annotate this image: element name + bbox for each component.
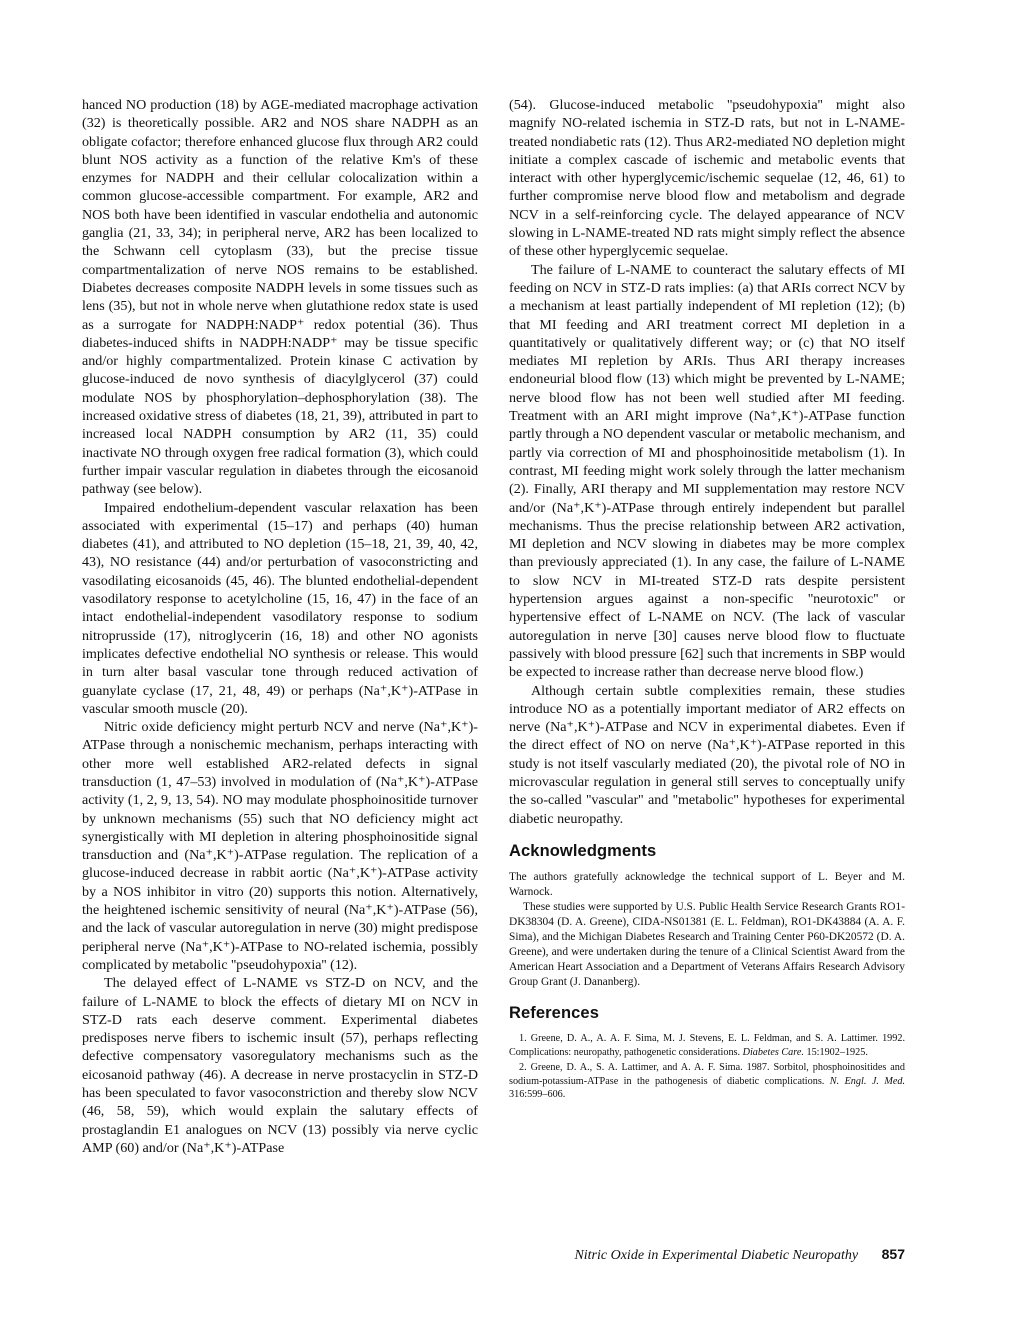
references-heading: References bbox=[509, 1004, 599, 1023]
acknowledgments-section bbox=[509, 870, 905, 990]
reference-list bbox=[509, 1032, 905, 1101]
acknowledgments-heading: Acknowledgments bbox=[509, 841, 657, 860]
funding-text: These studies were supported by U.S. Public Health Service Research Grants RO1-DK38304 (D. A. Greene), CIDA-NS01381 (E. L. Feldman), RO1-DK43884 (A. A. F. Sima), and the Michigan Diabetes Research and Training Center P60-DK20572 (D. A. Greene), and were undertaken during the tenure of a Clinical Scientist Award from the American Heart Association and a Department of Veterans Affairs Research Advisory Group Grant (J. Dananberg). bbox=[509, 901, 905, 989]
paragraph: The failure of L-NAME to counteract the salutary effects of MI feeding on NCV in STZ-D rats implies: (a) that ARIs correct NCV by a mechanism at least partially independent of MI repletion (12); (b) that MI feeding and ARI treatment correct MI depletion in a quantitatively or qualitatively different way; or (c) that NO itself mediates MI repletion by ARIs. Thus ARI therapy increases endoneurial blood flow (13) which might be prevented by L-NAME; nerve blood flow has not been well studied after MI feeding. Treatment with an ARI might improve (Na⁺,K⁺)-ATPase function partly through a NO dependent vascular or metabolic mechanism, and partly via correction of MI and phosphoinositide metabolism (1). In contrast, MI feeding might work solely through the latter mechanism (2). Finally, ARI therapy and MI supplementation may restore NCV and/or (Na⁺,K⁺)-ATPase through entirely independent but parallel mechanisms. Thus the precise relationship between AR2 activation, MI depletion and NCV slowing in diabetes may be more complex than previously appreciated (1). In any case, the failure of L-NAME to slow NCV in MI-treated STZ-D rats despite persistent hypertension argues against a non-specific ''neurotoxic'' or hypertensive effect of L-NAME on NCV. (The lack of vascular autoregulation in nerve [30] causes nerve blood flow to fluctuate passively with blood pressure [62] such that increments in SBP would be expected to increase rather than decrease nerve blood flow.) bbox=[509, 261, 905, 681]
paragraph: Impaired endothelium-dependent vascular relaxation has been associated with experimental (15–17) and perhaps (40) human diabetes (41), and attributed to NO depletion (15–18, 21, 39, 40, 42, 43), NO resistance (44) and/or perturbation of vasoconstricting and vasodilating eicosanoids (45, 46). The blunted endothelial-dependent vasodilatory response to acetylcholine (15, 16, 47) in the face of an intact endothelial-independent vasodilatory response to sodium nitroprusside (17), nitroglycerin (16, 18) and other NO agonists implicates defective endothelial NO synthesis or release. This would in turn alter basal vascular tone through reduced activation of guanylate cyclase (17, 21, 48, 49) or perhaps (Na⁺,K⁺)-ATPase in vascular smooth muscle (20). bbox=[82, 499, 478, 717]
reference-item: 2. Greene, D. A., S. A. Lattimer, and A. A. F. Sima. 1987. Sorbitol, phosphoinositides and sodium-potassium-ATPase in the pathogenesis of diabetic complications. N. Engl. J. Med. 316:599–606. bbox=[509, 1062, 905, 1101]
right-column bbox=[509, 96, 905, 1104]
reference-item: 1. Greene, D. A., A. A. F. Sima, M. J. Stevens, E. L. Feldman, and S. A. Lattimer. 1992. Complications: neuropathy, pathogenetic considerations. Diabetes Care. 15:1902–1925. bbox=[509, 1033, 905, 1058]
acknowledgment-text: The authors gratefully acknowledge the technical support of L. Beyer and M. Warnock. bbox=[509, 871, 905, 899]
running-title: Nitric Oxide in Experimental Diabetic Neuropathy bbox=[574, 1248, 859, 1263]
paragraph: Nitric oxide deficiency might perturb NCV and nerve (Na⁺,K⁺)-ATPase through a nonischemic mechanism, perhaps interacting with other more well established AR2-related defects in signal transduction (1, 47–53) involved in modulation of (Na⁺,K⁺)-ATPase activity (1, 2, 9, 13, 54). NO may modulate phosphoinositide turnover by unknown mechanisms (55) such that NO deficiency might act synergistically with MI depletion in altering phosphoinositide signal transduction and (Na⁺,K⁺)-ATPase regulation. The replication of a glucose-induced decrease in rabbit aortic (Na⁺,K⁺)-ATPase activity by a NOS inhibitor in vitro (20) supports this notion. Alternatively, the heightened ischemic sensitivity of neural (Na⁺,K⁺)-ATPase (56), and the lack of vascular autoregulation in nerve (30) might predispose peripheral nerve (Na⁺,K⁺)-ATPase to NO-related ischemia, possibly complicated by metabolic ''pseudohypoxia'' (12). bbox=[82, 719, 478, 973]
paragraph: The delayed effect of L-NAME vs STZ-D on NCV, and the failure of L-NAME to block the effects of dietary MI on NCV in STZ-D rats each deserve comment. Experimental diabetes predisposes nerve fibers to ischemic insult (57), perhaps reflecting defective compensatory vasoregulatory mechanisms such as the eicosanoid pathway (46). A decrease in nerve prostacyclin in STZ-D has been speculated to favor vasoconstriction and thereby slow NCV (46, 58, 59), which would explain the salutary effects of prostaglandin E1 analogues on NCV (13) possibly via nerve cyclic AMP (60) and/or (Na⁺,K⁺)-ATPase bbox=[82, 975, 478, 1156]
paragraph: Although certain subtle complexities remain, these studies introduce NO as a potentially important mediator of AR2 effects on nerve (Na⁺,K⁺)-ATPase and NCV in experimental diabetes. Even if the direct effect of NO on nerve (Na⁺,K⁺)-ATPase reported in this study is not itself vascularly mediated (20), the pivotal role of NO in microvascular regulation in general still serves to conceptually unify the so-called ''vascular'' and ''metabolic'' hypotheses for experimental diabetic neuropathy. bbox=[509, 682, 905, 827]
page-number: 857 bbox=[881, 1246, 905, 1262]
paragraph: (54). Glucose-induced metabolic ''pseudohypoxia'' might also magnify NO-related ischemia in STZ-D rats, but not in L-NAME-treated nondiabetic rats (12). Thus AR2-mediated NO depletion might initiate a complex cascade of ischemic and metabolic events that interact with other hyperglycemic/ischemic sequelae (12, 46, 61) to further compromise nerve blood flow and metabolism and degrade NCV in a self-reinforcing cycle. The delayed appearance of NCV slowing in L-NAME-treated ND rats might simply reflect the absence of these other hyperglycemic sequelae. bbox=[509, 97, 905, 260]
left-column bbox=[82, 96, 478, 1157]
page-footer bbox=[509, 1246, 905, 1264]
paragraph: hanced NO production (18) by AGE-mediated macrophage activation (32) is theoretically possible. AR2 and NOS share NADPH as an obligate cofactor; therefore enhanced glucose flux through AR2 could blunt NOS activity as a function of the relative Km's of these enzymes for NADPH and their cellular colocalization within a common glucose-accessible compartment. For example, AR2 and NOS both have been identified in vascular endothelia and autonomic ganglia (21, 33, 34); in peripheral nerve, AR2 has been localized to the Schwann cell cytoplasm (33), but the precise tissue compartmentalization of nerve NOS remains to be established. Diabetes decreases composite NADPH levels in some tissues such as lens (35), but not in whole nerve when glutathione redox state is used as a surrogate for NADPH:NADP⁺ redox potential (36). Thus diabetes-induced shifts in NADPH:NADP⁺ may be tissue specific and/or highly compartmentalized. Protein kinase C activation by glucose-induced de novo synthesis of diacylglycerol (37) could modulate NOS by phosphorylation–dephosphorylation (38). The increased oxidative stress of diabetes (18, 21, 39), attributed in part to increased local NADPH consumption by AR2 (11, 35) could inactivate NO through oxygen free radical formation (3), which could further impair vascular regulation in diabetes through the eicosanoid pathway (see below). bbox=[82, 97, 478, 498]
